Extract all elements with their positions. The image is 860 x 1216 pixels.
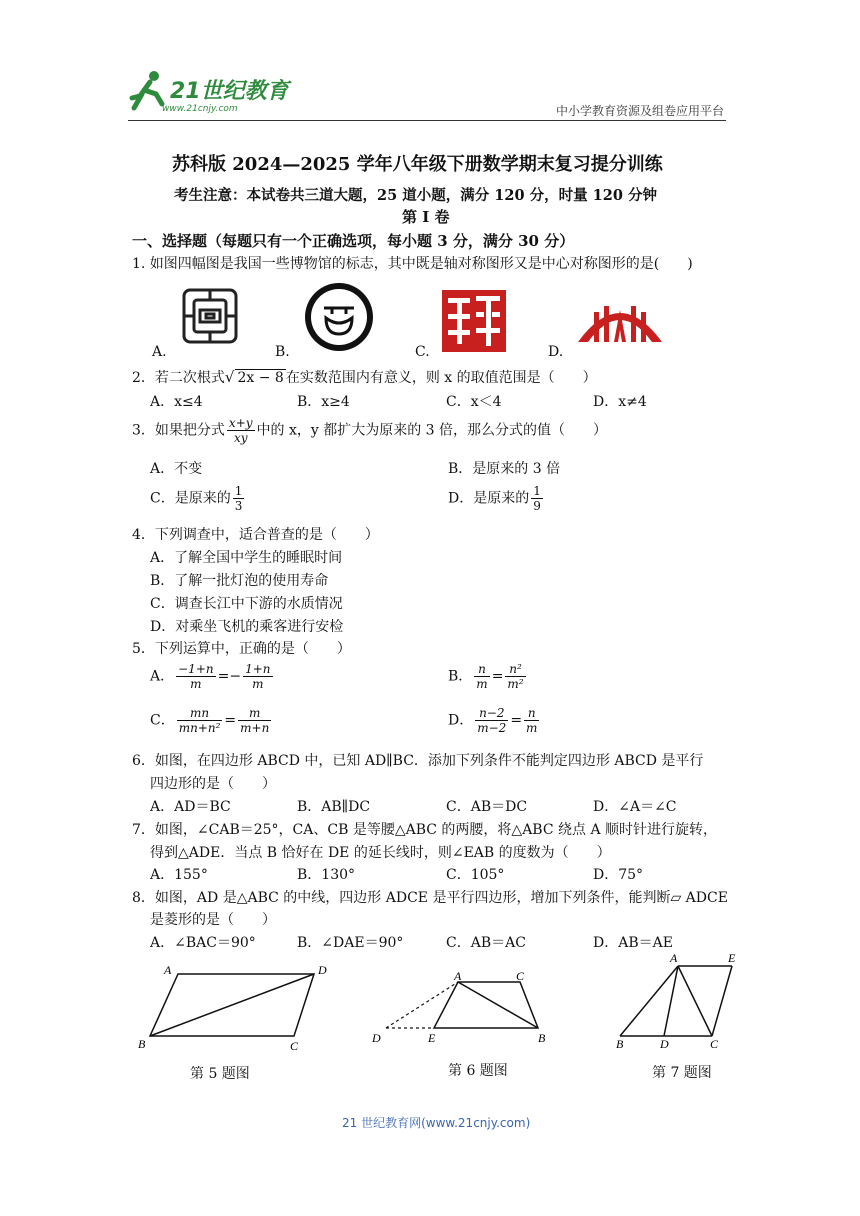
q7-line1: 7．如图，∠CAB＝25°，CA、CB 是等腰△ABC 的两腰，将△ABC 绕点 A 顺时针进行旋转，: [132, 822, 718, 838]
q5-option-a: A． $\frac{-1+n}{m}$ =− $\frac{1+n}{m}$: [150, 662, 271, 691]
q6-line2: 四边形的是（ ）: [150, 776, 276, 792]
q6-option-b: B．AB∥DC: [297, 799, 371, 815]
q1-option-b: B.: [275, 344, 290, 360]
logo-subtext: www.21cnjy.com: [162, 104, 238, 114]
q5-option-c: C． $\frac{mn}{\text{mn+n²}}$ = $\frac{m}{m+n}$: [150, 706, 270, 735]
fig7-label-d: D: [660, 1037, 669, 1051]
q8-option-d: D．AB＝AE: [593, 935, 673, 951]
fig6-label-c: C: [516, 969, 525, 983]
q1-option-c: C.: [415, 344, 430, 360]
q8-option-b: B．∠DAE＝90°: [297, 935, 404, 951]
header-divider: [128, 120, 726, 121]
footer-link[interactable]: 21 世纪教育网(www.21cnjy.com): [342, 1116, 531, 1130]
q5-option-d: D． $\frac{n-2}{m-2}$ = $\frac{n}{m}$: [448, 706, 538, 735]
q1-stem: 1. 如图四幅图是我国一些博物馆的标志，其中既是轴对称图形又是中心对称图形的是( ): [132, 256, 693, 272]
page-title: 苏科版 2024—2025 学年八年级下册数学期末复习提分训练: [172, 154, 663, 175]
q1-option-d: D.: [548, 344, 564, 360]
q8-option-c: C．AB＝AC: [446, 935, 526, 951]
q4-option-c: C．调查长江中下游的水质情况: [150, 596, 343, 612]
figure-6-caption: 第 6 题图: [448, 1063, 508, 1079]
museum-logo-b-icon: [302, 280, 376, 354]
fig5-label-d: D: [318, 963, 327, 977]
fig7-label-b: B: [616, 1037, 624, 1051]
logo-text: 21世纪教育: [170, 79, 289, 104]
q6-line1: 6．如图，在四边形 ABCD 中，已知 AD∥BC．添加下列条件不能判定四边形 ABCD 是平行: [132, 753, 704, 769]
fig7-label-a: A: [670, 951, 678, 965]
figure-7-diagram: [608, 948, 748, 1056]
q7-option-b: B．130°: [297, 867, 356, 883]
q3-stem: [132, 416, 607, 445]
exam-notice: 考生注意：本试卷共三道大题，25 道小题，满分 120 分，时量 120 分钟: [174, 187, 657, 204]
q6-option-c: C．AB＝DC: [446, 799, 528, 815]
q3-option-c: C．是原来的 $\frac{1}{3}$: [150, 484, 243, 513]
q5-stem: 5．下列运算中，正确的是（ ）: [132, 641, 351, 657]
q7-option-c: C．105°: [446, 867, 505, 883]
fig6-label-e: E: [428, 1031, 436, 1045]
figure-6-diagram: [366, 962, 556, 1052]
platform-text: 中小学教育资源及组卷应用平台: [556, 104, 725, 118]
q3-option-d: D．是原来的 $\frac{1}{9}$: [448, 484, 541, 513]
figure-7-caption: 第 7 题图: [652, 1065, 712, 1081]
q4-option-a: A．了解全国中学生的睡眠时间: [150, 550, 343, 566]
fig7-label-c: C: [710, 1037, 719, 1051]
fig6-label-a: A: [454, 969, 462, 983]
fig5-label-b: B: [138, 1037, 146, 1051]
q3-stem-pre: 3．如果把分式: [132, 422, 225, 439]
q2-option-b: B．x≥4: [297, 394, 350, 410]
fig6-label-d: D: [372, 1031, 381, 1045]
q2-radicand: 2x − 8: [237, 370, 284, 386]
q4-stem: 4．下列调查中，适合普查的是（ ）: [132, 527, 379, 543]
q3-option-b: B．是原来的 3 倍: [448, 461, 561, 477]
q3-option-a: A．不变: [150, 461, 203, 477]
q8-line2: 是菱形的是（ ）: [150, 912, 276, 928]
q2-option-d: D．x≠4: [593, 394, 647, 410]
museum-logo-a-icon: [178, 284, 242, 348]
museum-logo-c-icon: [442, 290, 506, 352]
q7-option-a: A．155°: [150, 867, 208, 883]
q6-option-d: D．∠A＝∠C: [593, 799, 677, 815]
q4-option-d: D．对乘坐飞机的乘客进行安检: [150, 619, 344, 635]
figure-5-diagram: [130, 960, 340, 1055]
figure-5-caption: 第 5 题图: [190, 1066, 250, 1082]
q8-option-a: A．∠BAC＝90°: [150, 935, 256, 951]
fig5-label-a: A: [164, 963, 172, 977]
q2-stem: 2．若二次根式√ 2x − 8 在实数范围内有意义，则 x 的取值范围是（ ）: [132, 368, 597, 386]
fig6-label-b: B: [538, 1031, 546, 1045]
q6-option-a: A．AD＝BC: [150, 799, 231, 815]
q8-line1: 8．如图，AD 是△ABC 的中线，四边形 ADCE 是平行四边形，增加下列条件，能判断▱ ADCE: [132, 890, 728, 906]
q4-option-b: B．了解一批灯泡的使用寿命: [150, 573, 329, 589]
museum-logo-d-icon: [574, 290, 666, 352]
q1-option-a: A.: [152, 344, 167, 360]
q3-fraction: $\frac{x+y}{xy}$: [228, 416, 253, 445]
q7-option-d: D．75°: [593, 867, 644, 883]
q2-stem-pre: 2．若二次根式: [132, 370, 225, 386]
q5-option-b: B． $\frac{n}{m}$ = $\frac{\text{n²}}{\text{m²}}$: [448, 662, 524, 691]
q2-option-c: C．x＜4: [446, 394, 502, 410]
fig5-label-c: C: [290, 1039, 299, 1053]
q7-line2: 得到△ADE．当点 B 恰好在 DE 的延长线时，则∠EAB 的度数为（ ）: [150, 845, 611, 861]
volume-label: 第 I 卷: [402, 208, 450, 226]
q2-option-a: A．x≤4: [150, 394, 203, 410]
section-heading: 一、选择题（每题只有一个正确选项，每小题 3 分，满分 30 分）: [132, 232, 575, 250]
fig7-label-e: E: [728, 951, 736, 965]
q3-stem-post: 中的 x，y 都扩大为原来的 3 倍，那么分式的值（ ）: [256, 422, 608, 439]
q2-stem-post: 在实数范围内有意义，则 x 的取值范围是（ ）: [285, 370, 597, 386]
